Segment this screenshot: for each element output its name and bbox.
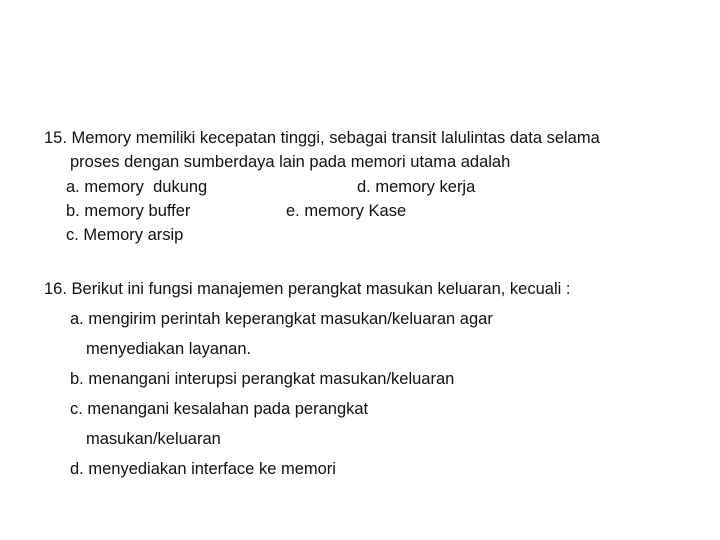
question-15-option-d: d. memory kerja [357,178,476,196]
question-15-option-c: c. Memory arsip [66,226,184,244]
question-16-option-d: d. menyediakan interface ke memori [70,460,336,478]
question-16-stem: 16. Berikut ini fungsi manajemen perangkat masukan keluaran, kecuali : [44,280,571,298]
question-16-option-c-line-1: c. menangani kesalahan pada perangkat [70,400,369,418]
question-16-option-a-line-2: menyediakan layanan. [86,340,252,358]
question-15-option-a: a. memory dukung [66,178,208,196]
question-15-option-b: b. memory buffer [66,202,191,220]
question-15-option-e: e. memory Kase [286,202,407,220]
question-16-option-b: b. menangani interupsi perangkat masukan/keluaran [70,370,455,388]
question-16-option-c-line-2: masukan/keluaran [86,430,221,448]
question-16-option-a-line-1: a. mengirim perintah keperangkat masukan/keluaran agar [70,310,493,328]
question-15-stem-line-2: proses dengan sumberdaya lain pada memori utama adalah [70,153,511,171]
question-15-stem-line-1: 15. Memory memiliki kecepatan tinggi, sebagai transit lalulintas data selama [44,129,600,147]
